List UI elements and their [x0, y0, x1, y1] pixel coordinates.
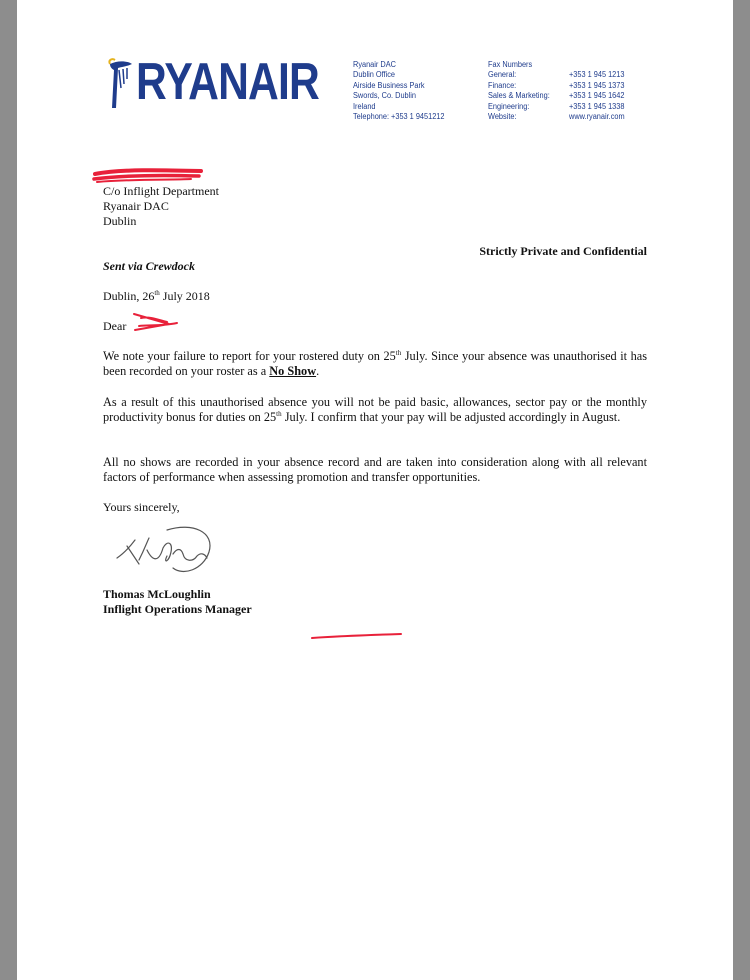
- address-line: Dublin Office: [353, 70, 396, 80]
- handwritten-signature: [113, 518, 221, 584]
- fax-label: Website:: [488, 111, 517, 121]
- fax-labels: [488, 60, 555, 122]
- fax-label: Finance:: [488, 80, 517, 90]
- letter-page: [17, 0, 733, 980]
- redacted-salutation-name: [129, 310, 181, 334]
- address-line: Telephone: +353 1 9451212: [353, 111, 445, 121]
- recipient-line: Dublin: [103, 214, 137, 228]
- sent-via-label: Sent via Crewdock: [103, 259, 195, 273]
- harp-icon: [106, 58, 134, 110]
- closing: Yours sincerely,: [103, 500, 180, 514]
- fax-value: +353 1 945 1338: [569, 101, 625, 111]
- salutation: Dear: [103, 319, 127, 333]
- signatory-title: Inflight Operations Manager: [103, 602, 252, 616]
- address-line: Ireland: [353, 101, 376, 111]
- fax-value: +353 1 945 1213: [569, 70, 625, 80]
- body-paragraph-1: We note your failure to report for your rostered duty on 25th July. Since your absence was unauthorised it has been recorded on your roster as a No Show.: [103, 349, 648, 378]
- fax-value: www.ryanair.com: [569, 111, 625, 121]
- address-line: Swords, Co. Dublin: [353, 91, 417, 101]
- no-show-emphasis: No Show: [269, 364, 317, 378]
- address-line: Ryanair DAC: [353, 60, 396, 69]
- signatory-name: Thomas McLoughlin: [103, 587, 211, 601]
- fax-value: +353 1 945 1373: [569, 80, 625, 90]
- fax-label: General:: [488, 70, 517, 80]
- recipient-line: Ryanair DAC: [103, 199, 169, 213]
- redacted-recipient-name: [91, 164, 205, 186]
- address-line: Airside Business Park: [353, 80, 425, 90]
- body-paragraph-2: As a result of this unauthorised absence you will not be paid basic, allowances, sector pay or the monthly productivity bonus for duties on 25th July. I confirm that your pay will be adjusted accordingly in August.: [103, 395, 647, 424]
- ryanair-logo: [106, 53, 338, 111]
- fax-label: Sales & Marketing:: [488, 91, 550, 101]
- recipient-line: C/o Inflight Department: [103, 184, 219, 198]
- body-paragraph-3: All no shows are recorded in your absence record and are taken into consideration along with all relevant factors of performance when assessing promotion and transfer opportunities.: [103, 455, 647, 484]
- ryanair-wordmark: RYANAIR: [136, 53, 320, 111]
- fax-title: Fax Numbers: [488, 60, 533, 69]
- red-pen-mark: [309, 630, 405, 642]
- letter-date: Dublin, 26th July 2018: [103, 289, 210, 303]
- fax-values: [569, 60, 629, 122]
- letterhead-address: [353, 60, 452, 122]
- fax-value: +353 1 945 1642: [569, 91, 625, 101]
- confidential-label: Strictly Private and Confidential: [479, 244, 647, 258]
- fax-label: Engineering:: [488, 101, 530, 111]
